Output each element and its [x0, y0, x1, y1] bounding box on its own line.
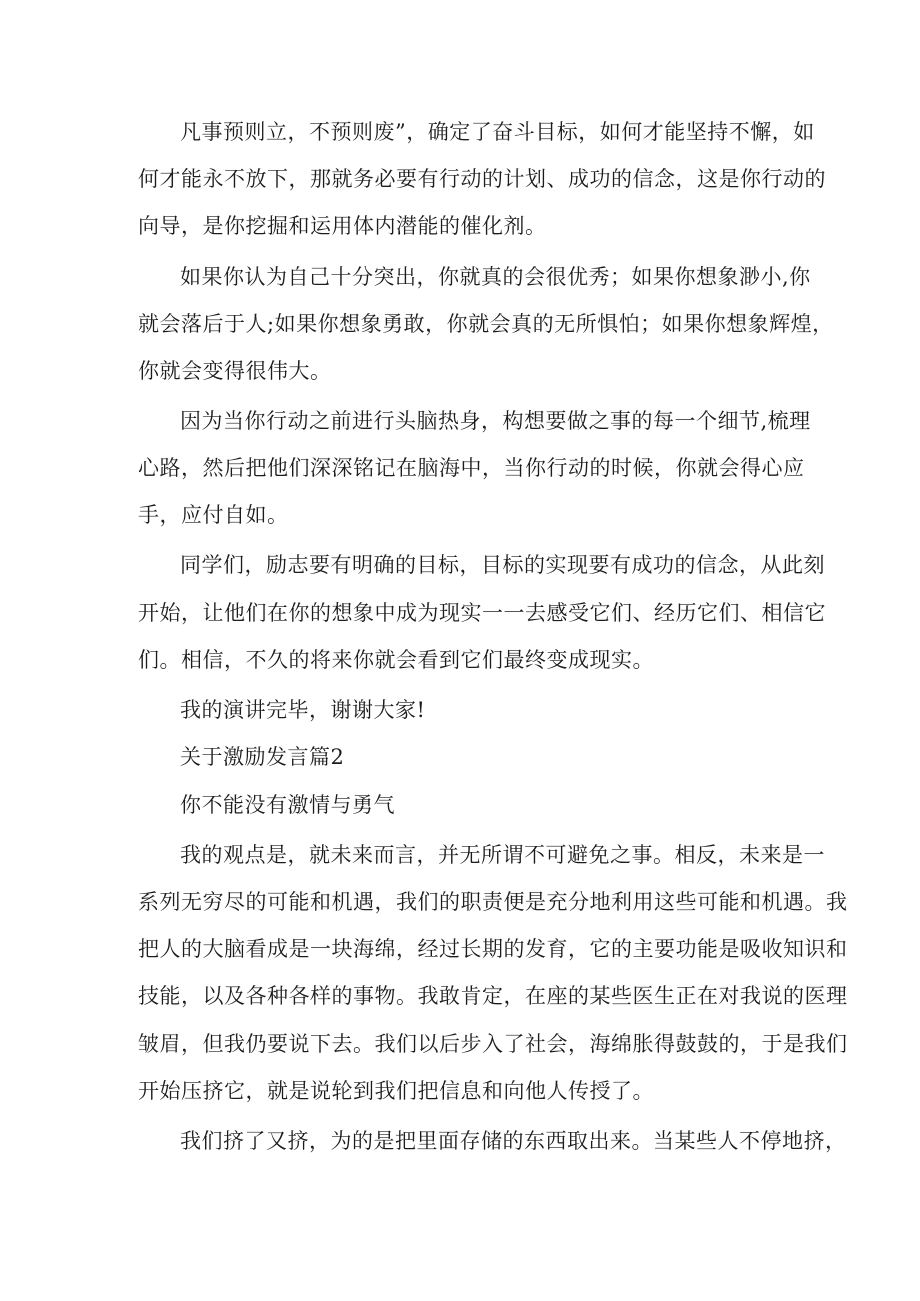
text-line: 就会落后于人;如果你想象勇敢，你就会真的无所惧怕；如果你想象辉煌，	[138, 312, 834, 336]
text-line: 把人的大脑看成是一块海绵，经过长期的发育，它的主要功能是吸收知识和	[138, 937, 848, 961]
text-line: 开始，让他们在你的想象中成为现实一一去感受它们、经历它们、相信它	[138, 601, 826, 625]
text-line: 凡事预则立，不预则废”，确定了奋斗目标，如何才能坚持不懈，如	[180, 120, 815, 144]
text-line: 技能，以及各种各样的事物。我敢肯定，在座的某些医生正在对我说的医理	[138, 984, 848, 1008]
text-line: 因为当你行动之前进行头脑热身，构想要做之事的每一个细节,梳理	[180, 409, 811, 433]
text-line: 手，应付自如。	[138, 503, 289, 527]
text-line: 我的观点是，就未来而言，并无所谓不可避免之事。相反，未来是一	[180, 843, 825, 867]
text-line: 你就会变得很伟大。	[138, 359, 332, 383]
text-line: 向导，是你挖掘和运用体内潜能的催化剂。	[138, 214, 547, 238]
text-line: 开始压挤它，就是说轮到我们把信息和向他人传授了。	[138, 1079, 654, 1103]
text-line: 皱眉，但我仍要说下去。我们以后步入了社会，海绵胀得鼓鼓的，于是我们	[138, 1032, 848, 1056]
text-line: 我们挤了又挤，为的是把里面存储的东西取出来。当某些人不停地挤，	[180, 1129, 847, 1153]
section-heading: 关于激励发言篇2	[180, 745, 345, 769]
text-line: 同学们，励志要有明确的目标，目标的实现要有成功的信念，从此刻	[180, 553, 825, 577]
text-line: 系列无穷尽的可能和机遇，我们的职责便是充分地利用这些可能和机遇。我	[138, 890, 848, 914]
text-line: 我的演讲完毕，谢谢大家!	[180, 698, 426, 722]
text-line: 们。相信，不久的将来你就会看到它们最终变成现实。	[138, 648, 654, 672]
text-line: 如果你认为自己十分突出，你就真的会很优秀；如果你想象渺小,你	[180, 265, 811, 289]
text-line: 心路，然后把他们深深铭记在脑海中，当你行动的时候，你就会得心应	[138, 456, 805, 480]
subheading: 你不能没有激情与勇气	[180, 793, 395, 817]
text-line: 何才能永不放下，那就务必要有行动的计划、成功的信念，这是你行动的	[138, 167, 826, 191]
